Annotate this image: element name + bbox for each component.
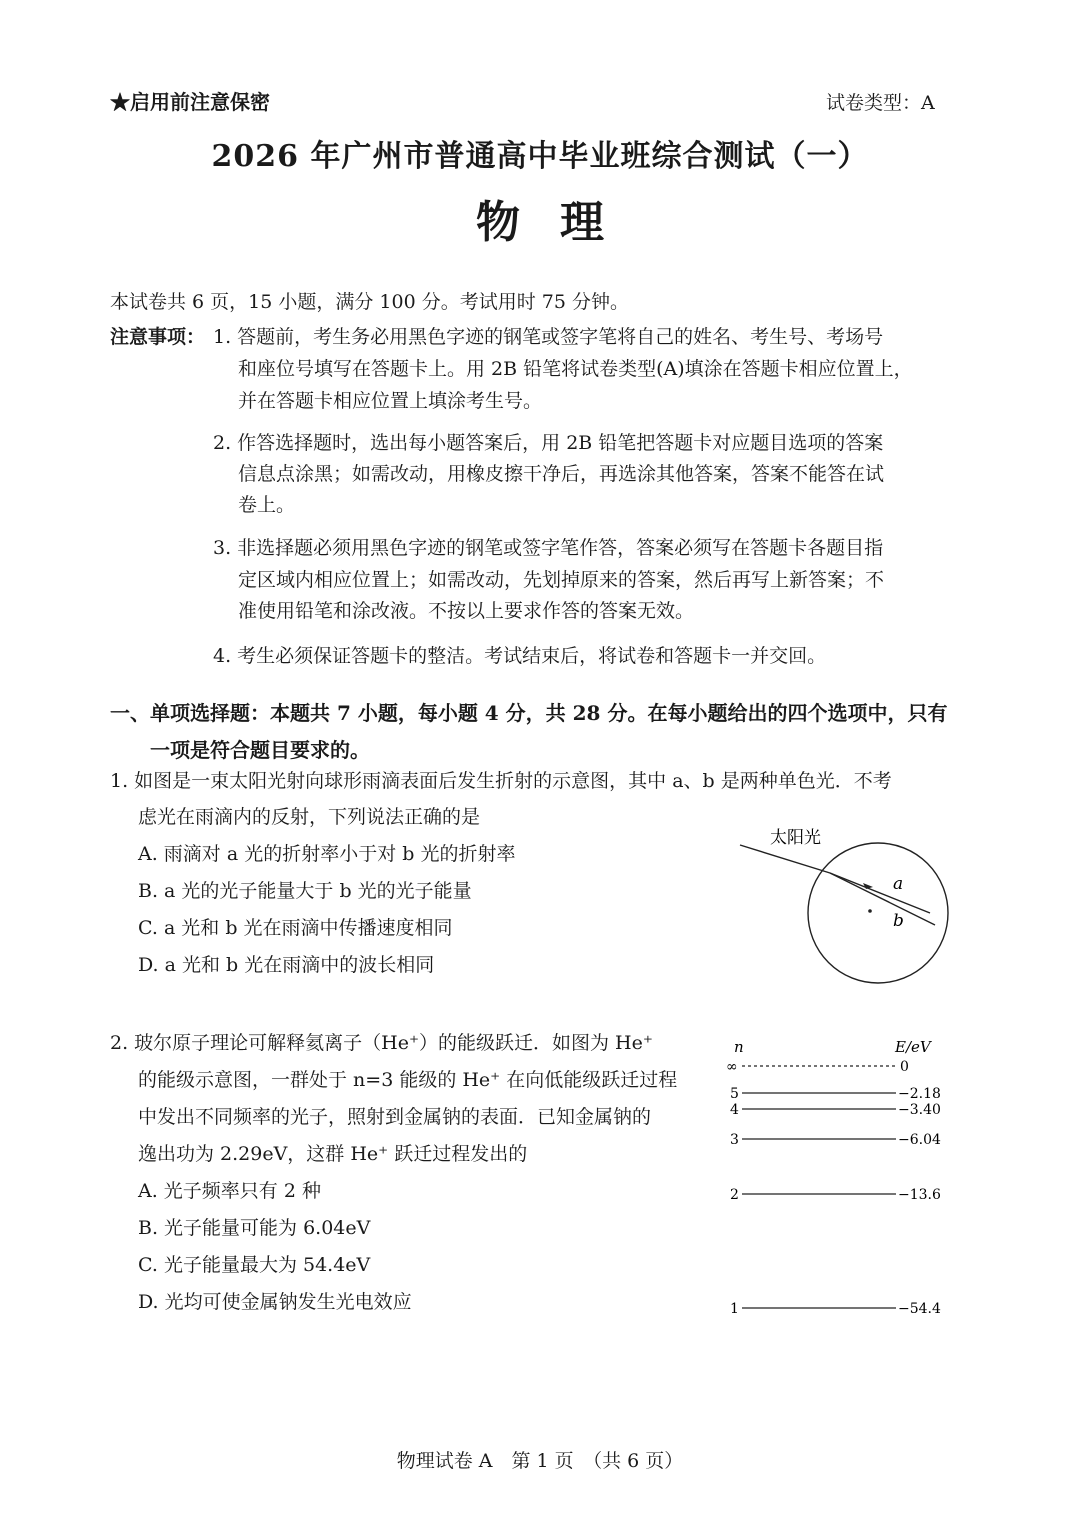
- q2-stem: 的能级示意图，一群处于 n=3 能级的 He⁺ 在向低能级跃迁过程: [138, 1069, 678, 1091]
- level-n-inf: ∞: [726, 1059, 738, 1075]
- confidential-notice: ★启用前注意保密: [110, 90, 270, 114]
- raindrop-figure: [730, 815, 960, 990]
- notice-line: 信息点涂黑；如需改动，用橡皮擦干净后，再选涂其他答案，答案不能答在试: [238, 463, 885, 485]
- notice-line: 2. 作答选择题时，选出每小题答案后，用 2B 铅笔把答题卡对应题目选项的答案: [213, 432, 884, 454]
- q1-stem: 虑光在雨滴内的反射，下列说法正确的是: [138, 806, 481, 828]
- q1-option-c: C. a 光和 b 光在雨滴中传播速度相同: [138, 917, 453, 939]
- exam-title: 2026 年广州市普通高中毕业班综合测试（一）: [211, 139, 869, 174]
- notice-line: 并在答题卡相应位置上填涂考生号。: [238, 390, 543, 412]
- ray-b: [830, 873, 935, 925]
- raindrop-circle: [808, 843, 948, 983]
- level-e-1: −54.4: [898, 1301, 941, 1317]
- paper-type: 试卷类型：A: [826, 92, 935, 114]
- level-n-2: 2: [730, 1187, 739, 1203]
- sunlight-label: 太阳光: [770, 828, 821, 848]
- ray-a: [830, 873, 930, 913]
- q1-option-d: D. a 光和 b 光在雨滴中的波长相同: [138, 954, 435, 976]
- level-n-1: 1: [730, 1301, 739, 1317]
- notice-line: 3. 非选择题必须用黑色字迹的钢笔或签字笔作答，答案必须写在答题卡各题目指: [213, 537, 884, 559]
- q1-option-a: A. 雨滴对 a 光的折射率小于对 b 光的折射率: [138, 843, 516, 865]
- level-n-3: 3: [730, 1132, 739, 1148]
- level-e-5: −2.18: [898, 1086, 941, 1102]
- arrow-icon: [863, 883, 873, 889]
- notice-line: 1. 答题前，考生务必用黑色字迹的钢笔或签字笔将自己的姓名、考生号、考场号: [213, 326, 884, 348]
- q2-option-c: C. 光子能量最大为 54.4eV: [138, 1254, 371, 1276]
- circle-center-dot: [868, 909, 872, 913]
- notice-line: 定区域内相应位置上；如需改动，先划掉原来的答案，然后再写上新答案；不: [238, 569, 885, 591]
- sunlight-ray: [740, 845, 830, 873]
- subject-title: 物理: [476, 197, 644, 248]
- q2-option-b: B. 光子能量可能为 6.04eV: [138, 1217, 371, 1239]
- section-heading-cont: 一项是符合题目要求的。: [150, 738, 370, 762]
- notice-label: 注意事项：: [110, 326, 206, 348]
- page-footer: 物理试卷 A 第 1 页 （共 6 页）: [396, 1450, 684, 1472]
- q2-option-a: A. 光子频率只有 2 种: [138, 1180, 321, 1202]
- q2-stem: 中发出不同频率的光子，照射到金属钠的表面．已知金属钠的: [138, 1106, 652, 1128]
- ray-b-label: b: [893, 911, 904, 931]
- n-axis-label: n: [734, 1038, 744, 1056]
- notice-line: 和座位号填写在答题卡上。用 2B 铅笔将试卷类型(A)填涂在答题卡相应位置上，: [238, 358, 913, 380]
- level-e-3: −6.04: [898, 1132, 941, 1148]
- level-n-5: 5: [730, 1086, 739, 1102]
- notice-line: 卷上。: [238, 494, 296, 516]
- energy-axis-label: E/eV: [895, 1038, 931, 1056]
- section-heading: 一、单项选择题：本题共 7 小题，每小题 4 分，共 28 分。在每小题给出的四个选项中，只有: [110, 701, 948, 725]
- level-e-inf: 0: [900, 1059, 909, 1075]
- q2-stem: 2. 玻尔原子理论可解释氦离子（He⁺）的能级跃迁．如图为 He⁺: [110, 1032, 653, 1054]
- q2-stem: 逸出功为 2.29eV，这群 He⁺ 跃迁过程发出的: [138, 1143, 528, 1165]
- exam-summary: 本试卷共 6 页，15 小题，满分 100 分。考试用时 75 分钟。: [110, 291, 629, 313]
- q2-option-d: D. 光均可使金属钠发生光电效应: [138, 1291, 412, 1313]
- ray-a-label: a: [893, 874, 904, 894]
- notice-line: 准使用铅笔和涂改液。不按以上要求作答的答案无效。: [238, 600, 695, 622]
- notice-line: 4. 考生必须保证答题卡的整洁。考试结束后，将试卷和答题卡一并交回。: [213, 645, 827, 667]
- energy-level-diagram: [720, 1030, 960, 1330]
- level-e-4: −3.40: [898, 1102, 941, 1118]
- level-n-4: 4: [730, 1102, 739, 1118]
- level-e-2: −13.6: [898, 1187, 941, 1203]
- q1-option-b: B. a 光的光子能量大于 b 光的光子能量: [138, 880, 472, 902]
- q1-stem: 1. 如图是一束太阳光射向球形雨滴表面后发生折射的示意图，其中 a、b 是两种单色光．不考: [110, 770, 892, 792]
